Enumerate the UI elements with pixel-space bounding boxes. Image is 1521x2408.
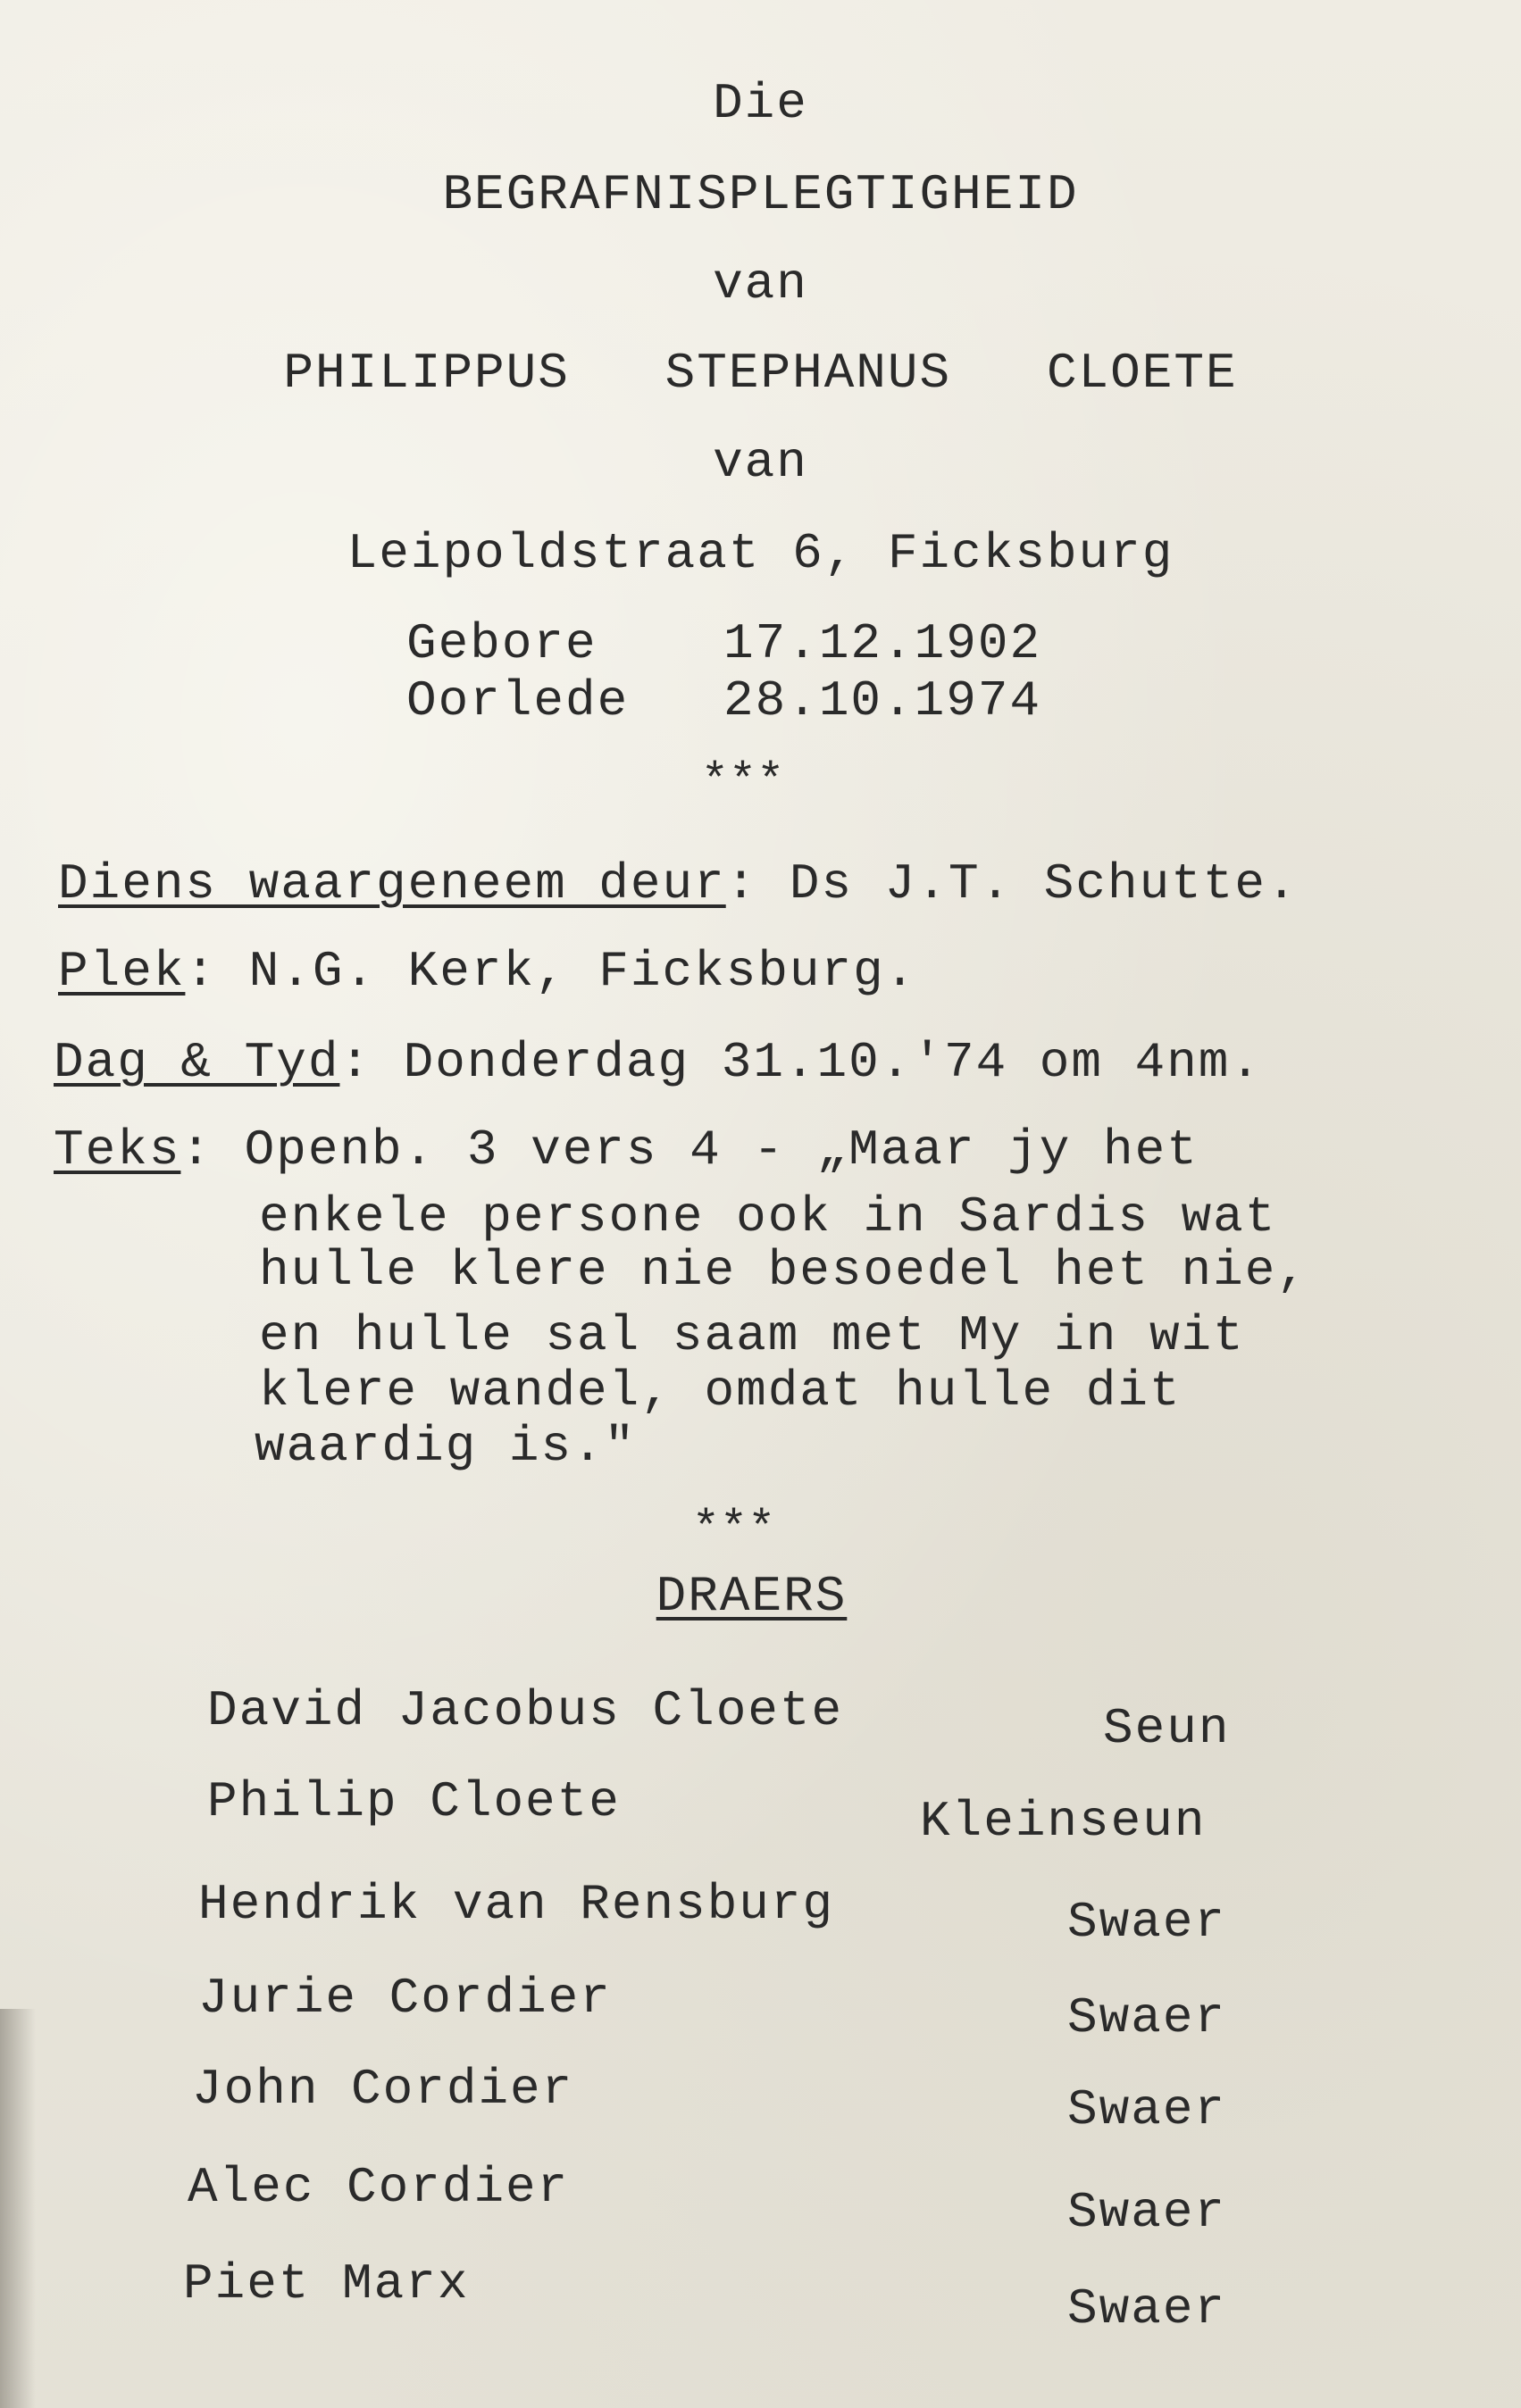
text-label: Teks — [54, 1121, 181, 1179]
place-row — [58, 943, 917, 1000]
bearer-relation: Swaer — [1067, 2280, 1227, 2337]
bearer-name: John Cordier — [192, 2061, 574, 2118]
address: Leipoldstraat 6, Ficksburg — [347, 525, 1174, 582]
officiant-row — [58, 855, 1299, 912]
header-die: Die — [713, 75, 808, 132]
bearer-relation: Swaer — [1067, 1989, 1227, 2046]
died-date: 28.10.1974 — [723, 672, 1042, 729]
bearer-relation: Swaer — [1067, 1894, 1227, 1951]
text-line-3: hulle klere nie besoedel het nie, — [259, 1242, 1308, 1299]
born-label: Gebore — [406, 615, 598, 672]
bearer-name: Alec Cordier — [188, 2159, 570, 2216]
bearer-relation: Seun — [1103, 1700, 1231, 1757]
header-van-2: van — [713, 434, 808, 491]
bearer-relation: Kleinseun — [920, 1793, 1207, 1850]
text-line-1: : Openb. 3 vers 4 - „Maar jy het — [180, 1121, 1199, 1179]
header-van-1: van — [713, 255, 808, 312]
separator-2: *** — [691, 1503, 776, 1555]
officiant-value: : Ds J.T. Schutte. — [725, 855, 1299, 912]
bearers-heading-text: DRAERS — [656, 1568, 848, 1625]
datetime-row — [54, 1034, 1263, 1091]
bearer-relation: Swaer — [1067, 2081, 1227, 2138]
place-value: : N.G. Kerk, Ficksburg. — [185, 943, 917, 1000]
text-row — [54, 1121, 1199, 1179]
officiant-label: Diens waargeneem deur — [58, 855, 726, 912]
died-label: Oorlede — [406, 672, 630, 729]
bearer-name: Piet Marx — [183, 2255, 470, 2312]
bearer-relation: Swaer — [1067, 2184, 1227, 2241]
datetime-value: : Donderdag 31.10.'74 om 4nm. — [339, 1034, 1263, 1091]
place-label: Plek — [58, 943, 186, 1000]
deceased-name: PHILIPPUS STEPHANUS CLOETE — [283, 345, 1238, 402]
born-date: 17.12.1902 — [723, 615, 1042, 672]
page-edge-shadow — [0, 2009, 36, 2408]
datetime-label: Dag & Tyd — [54, 1034, 340, 1091]
header-title: BEGRAFNISPLEGTIGHEID — [442, 166, 1079, 223]
text-line-5: klere wandel, omdat hulle dit — [259, 1362, 1182, 1420]
separator-1: *** — [700, 755, 785, 808]
text-line-2: enkele persone ook in Sardis wat — [259, 1188, 1277, 1246]
bearer-name: Hendrik van Rensburg — [198, 1876, 835, 1933]
bearer-name: David Jacobus Cloete — [207, 1682, 844, 1739]
text-line-6: waardig is." — [255, 1418, 637, 1475]
bearer-name: Philip Cloete — [207, 1773, 621, 1830]
bearers-heading — [0, 1568, 1512, 1625]
bearer-name: Jurie Cordier — [198, 1970, 612, 2027]
text-line-4: en hulle sal saam met My in wit — [259, 1307, 1245, 1364]
